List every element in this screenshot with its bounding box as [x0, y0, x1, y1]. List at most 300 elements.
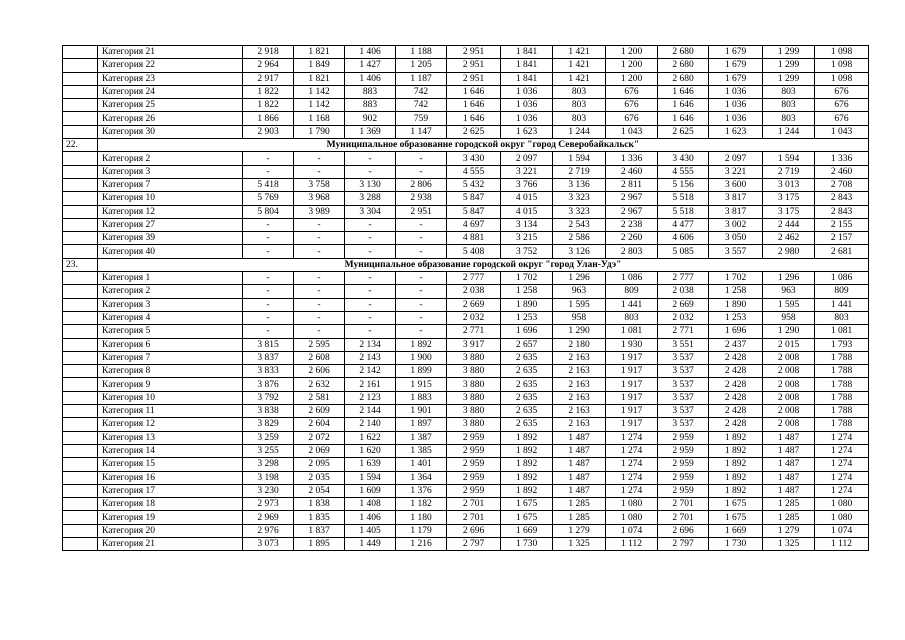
value-cell: 2 951 [447, 72, 501, 85]
value-cell: 3 050 [709, 232, 763, 245]
value-cell: 5 847 [447, 192, 501, 205]
value-cell: 1 285 [763, 498, 815, 511]
value-cell: 1 702 [501, 272, 553, 285]
category-name-cell: Категория 15 [98, 458, 243, 471]
value-cell: 2 635 [501, 418, 553, 431]
value-cell: - [294, 298, 345, 311]
value-cell: 1 730 [709, 537, 763, 550]
value-cell: 1 274 [815, 431, 869, 444]
value-cell: 2 155 [815, 218, 869, 231]
empty-index-cell [63, 418, 98, 431]
value-cell: 2 161 [345, 378, 396, 391]
table-row [63, 232, 869, 245]
value-cell: 5 408 [447, 245, 501, 258]
value-cell: 1 274 [815, 458, 869, 471]
value-cell: 1 043 [815, 125, 869, 138]
value-cell: 1 788 [815, 365, 869, 378]
section-title: Муниципальное образование городской округ "город Северобайкальск" [98, 139, 869, 152]
category-name-cell: Категория 12 [98, 205, 243, 218]
value-cell: 2 015 [763, 338, 815, 351]
value-cell: 2 635 [501, 378, 553, 391]
value-cell: - [396, 285, 447, 298]
table-body [63, 46, 869, 551]
value-cell: 958 [763, 311, 815, 324]
empty-index-cell [63, 112, 98, 125]
value-cell: 1 253 [709, 311, 763, 324]
value-cell: 3 430 [658, 152, 709, 165]
value-cell: 676 [606, 112, 658, 125]
value-cell: 2 719 [763, 165, 815, 178]
value-cell: 1 915 [396, 378, 447, 391]
value-cell: 1 179 [396, 524, 447, 537]
empty-index-cell [63, 524, 98, 537]
category-name-cell: Категория 19 [98, 511, 243, 524]
value-cell: 1 299 [763, 46, 815, 59]
value-cell: - [345, 285, 396, 298]
category-name-cell: Категория 40 [98, 245, 243, 258]
value-cell: 742 [396, 99, 447, 112]
value-cell: 1 895 [294, 537, 345, 550]
value-cell: 759 [396, 112, 447, 125]
value-cell: 1 793 [815, 338, 869, 351]
value-cell: 1 669 [501, 524, 553, 537]
value-cell: 3 557 [709, 245, 763, 258]
value-cell: 1 296 [553, 272, 606, 285]
value-cell: 3 537 [658, 391, 709, 404]
section-header-row [63, 258, 869, 271]
table-row [63, 112, 869, 125]
value-cell: 1 180 [396, 511, 447, 524]
value-cell: 3 323 [553, 205, 606, 218]
value-cell: 1 187 [396, 72, 447, 85]
value-cell: 1 620 [345, 444, 396, 457]
value-cell: 2 581 [294, 391, 345, 404]
value-cell: - [396, 272, 447, 285]
value-cell: 1 788 [815, 378, 869, 391]
value-cell: 2 959 [658, 444, 709, 457]
category-name-cell: Категория 21 [98, 46, 243, 59]
value-cell: 2 180 [553, 338, 606, 351]
value-cell: 1 679 [709, 59, 763, 72]
value-cell: 3 876 [243, 378, 294, 391]
value-cell: 1 837 [294, 524, 345, 537]
table-row [63, 272, 869, 285]
value-cell: 2 980 [763, 245, 815, 258]
value-cell: 2 543 [553, 218, 606, 231]
empty-index-cell [63, 471, 98, 484]
category-name-cell: Категория 3 [98, 165, 243, 178]
value-cell: 3 175 [763, 192, 815, 205]
value-cell: 1 892 [396, 338, 447, 351]
value-cell: - [345, 218, 396, 231]
value-cell: 2 696 [447, 524, 501, 537]
value-cell: 1 258 [709, 285, 763, 298]
value-cell: 1 376 [396, 484, 447, 497]
value-cell: 1 274 [606, 484, 658, 497]
value-cell: 2 260 [606, 232, 658, 245]
value-cell: 2 797 [447, 537, 501, 550]
value-cell: 2 008 [763, 351, 815, 364]
value-cell: 1 917 [606, 405, 658, 418]
value-cell: 2 973 [243, 498, 294, 511]
value-cell: 1 730 [501, 537, 553, 550]
value-cell: 2 143 [345, 351, 396, 364]
value-cell: - [294, 311, 345, 324]
value-cell: - [345, 272, 396, 285]
value-cell: 2 038 [658, 285, 709, 298]
value-cell: 1 081 [815, 325, 869, 338]
value-cell: 2 586 [553, 232, 606, 245]
value-cell: 1 274 [606, 471, 658, 484]
value-cell: 1 285 [553, 511, 606, 524]
value-cell: 1 675 [501, 498, 553, 511]
value-cell: 3 837 [243, 351, 294, 364]
section-number: 23. [63, 258, 98, 271]
value-cell: 2 604 [294, 418, 345, 431]
category-name-cell: Категория 13 [98, 431, 243, 444]
value-cell: 2 777 [447, 272, 501, 285]
empty-index-cell [63, 205, 98, 218]
value-cell: 5 847 [447, 205, 501, 218]
value-cell: 1 216 [396, 537, 447, 550]
value-cell: 2 959 [658, 471, 709, 484]
section-number: 22. [63, 139, 98, 152]
value-cell: 963 [553, 285, 606, 298]
value-cell: 5 804 [243, 205, 294, 218]
value-cell: 1 142 [294, 99, 345, 112]
empty-index-cell [63, 431, 98, 444]
value-cell: 1 788 [815, 351, 869, 364]
value-cell: 2 635 [501, 391, 553, 404]
value-cell: 1 821 [294, 46, 345, 59]
table-row [63, 85, 869, 98]
value-cell: 2 969 [243, 511, 294, 524]
value-cell: 1 274 [606, 431, 658, 444]
value-cell: 1 841 [501, 72, 553, 85]
value-cell: 1 043 [606, 125, 658, 138]
value-cell: 1 841 [501, 59, 553, 72]
value-cell: 3 537 [658, 418, 709, 431]
value-cell: 1 821 [294, 72, 345, 85]
value-cell: 1 822 [243, 85, 294, 98]
category-name-cell: Категория 7 [98, 178, 243, 191]
section-header-row [63, 139, 869, 152]
category-name-cell: Категория 25 [98, 99, 243, 112]
value-cell: 1 487 [553, 458, 606, 471]
value-cell: 2 635 [501, 351, 553, 364]
value-cell: 1 892 [709, 458, 763, 471]
value-cell: 3 221 [709, 165, 763, 178]
table-row [63, 511, 869, 524]
value-cell: 1 285 [553, 498, 606, 511]
value-cell: - [243, 232, 294, 245]
value-cell: 3 230 [243, 484, 294, 497]
value-cell: 2 967 [606, 192, 658, 205]
value-cell: 1 279 [553, 524, 606, 537]
value-cell: 2 681 [815, 245, 869, 258]
value-cell: 1 188 [396, 46, 447, 59]
value-cell: 2 719 [553, 165, 606, 178]
value-cell: 1 274 [815, 471, 869, 484]
value-cell: 2 238 [606, 218, 658, 231]
value-cell: 1 892 [501, 444, 553, 457]
value-cell: 2 142 [345, 365, 396, 378]
value-cell: 3 136 [553, 178, 606, 191]
value-cell: 1 487 [553, 444, 606, 457]
value-cell: 2 938 [396, 192, 447, 205]
value-cell: - [243, 325, 294, 338]
value-cell: 1 892 [501, 431, 553, 444]
value-cell: 1 325 [553, 537, 606, 550]
value-cell: 2 163 [553, 391, 606, 404]
table-row [63, 351, 869, 364]
value-cell: 2 843 [815, 205, 869, 218]
value-cell: 1 086 [606, 272, 658, 285]
value-cell: 5 769 [243, 192, 294, 205]
value-cell: 2 680 [658, 46, 709, 59]
value-cell: 2 444 [763, 218, 815, 231]
category-name-cell: Категория 6 [98, 338, 243, 351]
value-cell: - [243, 298, 294, 311]
value-cell: 803 [763, 85, 815, 98]
category-name-cell: Категория 3 [98, 298, 243, 311]
value-cell: 1 336 [606, 152, 658, 165]
value-cell: 1 487 [763, 471, 815, 484]
value-cell: 1 080 [815, 498, 869, 511]
value-cell: 2 632 [294, 378, 345, 391]
category-name-cell: Категория 23 [98, 72, 243, 85]
value-cell: 1 917 [606, 351, 658, 364]
value-cell: 3 537 [658, 351, 709, 364]
value-cell: 803 [606, 311, 658, 324]
value-cell: 1 639 [345, 458, 396, 471]
empty-index-cell [63, 365, 98, 378]
category-name-cell: Категория 16 [98, 471, 243, 484]
value-cell: - [243, 272, 294, 285]
value-cell: 1 835 [294, 511, 345, 524]
value-cell: 3 817 [709, 192, 763, 205]
value-cell: 1 487 [763, 484, 815, 497]
value-cell: 1 098 [815, 46, 869, 59]
value-cell: 2 038 [447, 285, 501, 298]
value-cell: 3 880 [447, 365, 501, 378]
value-cell: 2 072 [294, 431, 345, 444]
value-cell: 4 555 [447, 165, 501, 178]
value-cell: 902 [345, 112, 396, 125]
document-page [62, 45, 869, 551]
value-cell: 1 646 [447, 112, 501, 125]
table-row [63, 524, 869, 537]
value-cell: 803 [815, 311, 869, 324]
value-cell: 2 035 [294, 471, 345, 484]
table-row [63, 458, 869, 471]
empty-index-cell [63, 338, 98, 351]
value-cell: 676 [815, 99, 869, 112]
value-cell: - [396, 232, 447, 245]
value-cell: 1 258 [501, 285, 553, 298]
value-cell: 2 157 [815, 232, 869, 245]
value-cell: 2 669 [447, 298, 501, 311]
value-cell: 2 069 [294, 444, 345, 457]
value-cell: 1 421 [553, 59, 606, 72]
value-cell: 4 606 [658, 232, 709, 245]
value-cell: - [243, 285, 294, 298]
empty-index-cell [63, 99, 98, 112]
value-cell: 1 080 [606, 511, 658, 524]
value-cell: 1 594 [553, 152, 606, 165]
value-cell: 1 168 [294, 112, 345, 125]
value-cell: 3 817 [709, 205, 763, 218]
value-cell: 2 771 [658, 325, 709, 338]
value-cell: 4 015 [501, 192, 553, 205]
value-cell: 3 430 [447, 152, 501, 165]
category-name-cell: Категория 1 [98, 272, 243, 285]
table-row [63, 537, 869, 550]
value-cell: 2 460 [815, 165, 869, 178]
value-cell: 2 959 [447, 444, 501, 457]
value-cell: 2 635 [501, 365, 553, 378]
value-cell: 2 460 [606, 165, 658, 178]
value-cell: 2 951 [447, 59, 501, 72]
value-cell: 1 487 [553, 431, 606, 444]
value-cell: 2 669 [658, 298, 709, 311]
value-cell: 3 537 [658, 378, 709, 391]
value-cell: 1 892 [501, 471, 553, 484]
value-cell: 1 274 [606, 458, 658, 471]
empty-index-cell [63, 498, 98, 511]
value-cell: 1 074 [606, 524, 658, 537]
value-cell: 1 646 [447, 99, 501, 112]
value-cell: 1 930 [606, 338, 658, 351]
value-cell: 2 959 [447, 484, 501, 497]
category-name-cell: Категория 2 [98, 152, 243, 165]
empty-index-cell [63, 59, 98, 72]
value-cell: 2 797 [658, 537, 709, 550]
value-cell: 803 [553, 99, 606, 112]
value-cell: 2 959 [447, 458, 501, 471]
value-cell: 2 097 [709, 152, 763, 165]
value-cell: 1 274 [815, 484, 869, 497]
table-row [63, 165, 869, 178]
value-cell: 3 833 [243, 365, 294, 378]
category-name-cell: Категория 20 [98, 524, 243, 537]
category-name-cell: Категория 10 [98, 391, 243, 404]
value-cell: 1 696 [501, 325, 553, 338]
value-cell: 2 595 [294, 338, 345, 351]
value-cell: 3 752 [501, 245, 553, 258]
value-cell: - [396, 311, 447, 324]
value-cell: 2 959 [447, 471, 501, 484]
category-name-cell: Категория 18 [98, 498, 243, 511]
value-cell: 1 036 [501, 85, 553, 98]
value-cell: 3 838 [243, 405, 294, 418]
value-cell: 3 968 [294, 192, 345, 205]
value-cell: 2 054 [294, 484, 345, 497]
value-cell: 2 811 [606, 178, 658, 191]
value-cell: 1 892 [501, 458, 553, 471]
table-row [63, 192, 869, 205]
value-cell: 2 843 [815, 192, 869, 205]
value-cell: 1 679 [709, 46, 763, 59]
category-name-cell: Категория 21 [98, 537, 243, 550]
value-cell: 1 696 [709, 325, 763, 338]
category-name-cell: Категория 8 [98, 365, 243, 378]
value-cell: 3 298 [243, 458, 294, 471]
value-cell: 2 959 [447, 431, 501, 444]
value-cell: 1 917 [606, 378, 658, 391]
value-cell: 1 594 [763, 152, 815, 165]
value-cell: 1 790 [294, 125, 345, 138]
value-cell: 2 701 [658, 498, 709, 511]
value-cell: - [345, 232, 396, 245]
table-row [63, 285, 869, 298]
value-cell: 2 609 [294, 405, 345, 418]
value-cell: 1 623 [501, 125, 553, 138]
value-cell: 963 [763, 285, 815, 298]
table-row [63, 72, 869, 85]
value-cell: 2 708 [815, 178, 869, 191]
empty-index-cell [63, 378, 98, 391]
value-cell: 1 421 [553, 46, 606, 59]
value-cell: 3 126 [553, 245, 606, 258]
value-cell: 2 959 [658, 431, 709, 444]
value-cell: 2 428 [709, 378, 763, 391]
value-cell: - [243, 218, 294, 231]
value-cell: 1 901 [396, 405, 447, 418]
empty-index-cell [63, 125, 98, 138]
value-cell: 3 288 [345, 192, 396, 205]
value-cell: 809 [606, 285, 658, 298]
value-cell: - [243, 165, 294, 178]
value-cell: 2 964 [243, 59, 294, 72]
value-cell: 1 866 [243, 112, 294, 125]
value-cell: 2 428 [709, 351, 763, 364]
category-name-cell: Категория 27 [98, 218, 243, 231]
value-cell: 742 [396, 85, 447, 98]
value-cell: 1 036 [709, 85, 763, 98]
value-cell: 676 [606, 99, 658, 112]
value-cell: - [243, 245, 294, 258]
value-cell: 1 406 [345, 46, 396, 59]
value-cell: - [396, 218, 447, 231]
value-cell: 1 487 [763, 458, 815, 471]
value-cell: 1 299 [763, 72, 815, 85]
value-cell: 5 518 [658, 205, 709, 218]
value-cell: 4 477 [658, 218, 709, 231]
table-row [63, 484, 869, 497]
table-row [63, 405, 869, 418]
value-cell: 1 081 [606, 325, 658, 338]
value-cell: 1 841 [501, 46, 553, 59]
value-cell: 2 951 [396, 205, 447, 218]
category-name-cell: Категория 22 [98, 59, 243, 72]
category-name-cell: Категория 5 [98, 325, 243, 338]
value-cell: 2 163 [553, 418, 606, 431]
empty-index-cell [63, 405, 98, 418]
value-cell: - [345, 325, 396, 338]
value-cell: 2 163 [553, 351, 606, 364]
empty-index-cell [63, 325, 98, 338]
value-cell: 3 880 [447, 405, 501, 418]
table-row [63, 325, 869, 338]
tariff-table [62, 45, 869, 551]
value-cell: 2 803 [606, 245, 658, 258]
value-cell: 803 [553, 112, 606, 125]
value-cell: 803 [763, 112, 815, 125]
value-cell: 1 098 [815, 59, 869, 72]
value-cell: 1 299 [763, 59, 815, 72]
value-cell: 3 989 [294, 205, 345, 218]
